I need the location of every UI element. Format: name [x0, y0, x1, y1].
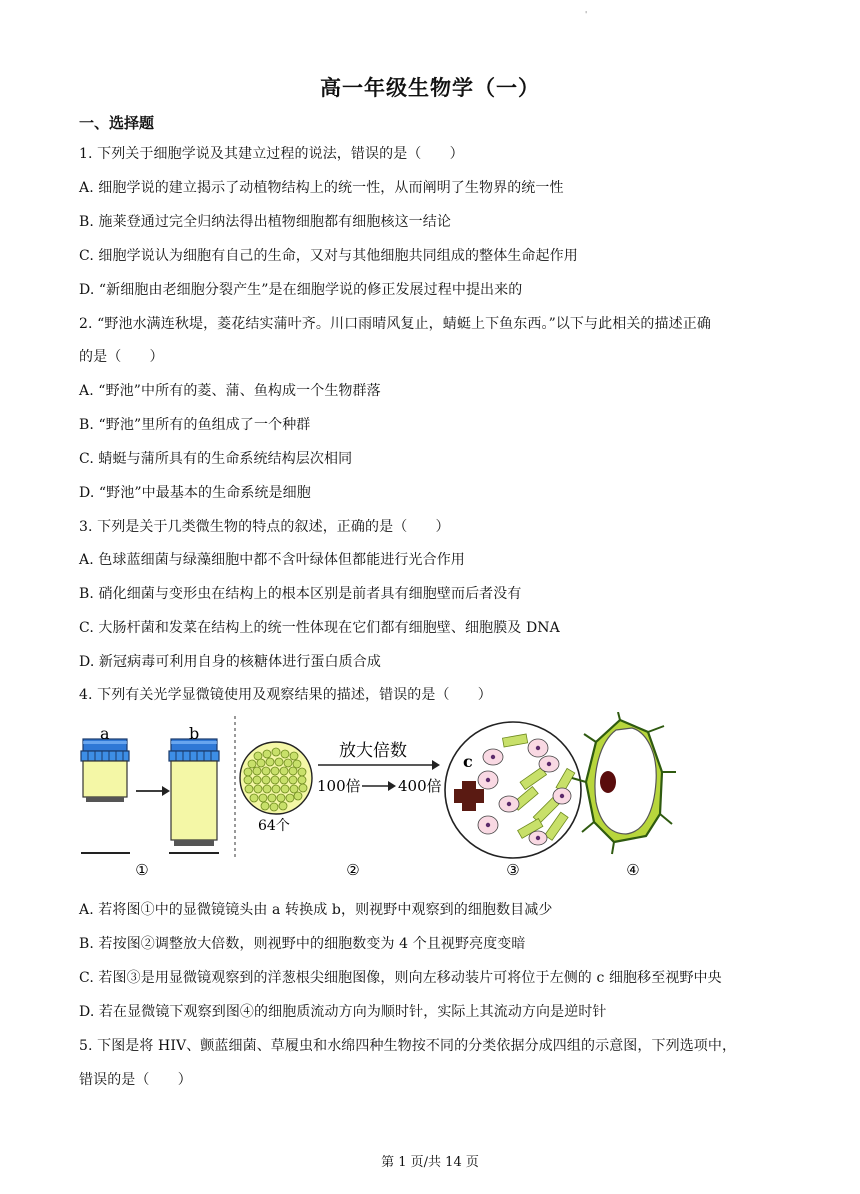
- question-1-option-c: C. 细胞学说认为细胞有自己的生命，又对与其他细胞共同组成的整体生命起作用: [79, 248, 578, 264]
- question-4-stem: 4. 下列有关光学显微镜使用及观察结果的描述，错误的是（ ）: [79, 687, 492, 703]
- panel-1-label: ①: [135, 861, 149, 879]
- plant-cell-icon: [572, 712, 676, 854]
- lens-b-label: b: [189, 724, 200, 743]
- objective-lens-a: [81, 739, 129, 802]
- question-3-option-d: D. 新冠病毒可利用自身的核糖体进行蛋白质合成: [79, 654, 381, 670]
- question-2-option-b: B. “野池”里所有的鱼组成了一个种群: [79, 417, 311, 433]
- page-title: 高一年级生物学（一）: [320, 75, 540, 100]
- arrow-icon: [362, 781, 396, 791]
- question-1-option-a: A. 细胞学说的建立揭示了动植物结构上的统一性，从而阐明了生物界的统一性: [79, 180, 564, 196]
- cell-c-label: c: [463, 752, 473, 771]
- zoom-from: 100倍: [317, 777, 361, 795]
- onion-root-tip-view: [445, 722, 581, 858]
- cell-count-label: 64个: [258, 818, 290, 834]
- lens-a-label: a: [100, 724, 110, 743]
- question-1-option-d: D. “新细胞由老细胞分裂产生”是在细胞学说的修正发展过程中提出来的: [79, 282, 523, 298]
- page-footer: 第 1 页/共 14 页: [381, 1155, 479, 1170]
- zoom-to: 400倍: [398, 777, 442, 795]
- arrow-icon: [318, 760, 440, 770]
- section-heading: 一、选择题: [79, 114, 155, 132]
- question-3-stem: 3. 下列是关于几类微生物的特点的叙述，正确的是（ ）: [79, 519, 450, 535]
- question-4-option-d: D. 若在显微镜下观察到图④的细胞质流动方向为顺时针，实际上其流动方向是逆时针: [79, 1004, 607, 1020]
- question-4-option-c: C. 若图③是用显微镜观察到的洋葱根尖细胞图像，则向左移动装片可将位于左侧的 c 细胞移至视野中央: [79, 970, 722, 986]
- question-2-option-d: D. “野池”中最基本的生命系统是细胞: [79, 485, 311, 501]
- question-4-option-b: B. 若按图②调整放大倍数，则视野中的细胞数变为 4 个且视野亮度变暗: [79, 936, 526, 952]
- question-3-option-c: C. 大肠杆菌和发菜在结构上的统一性体现在它们都有细胞壁、细胞膜及 DNA: [79, 620, 560, 636]
- panel-3-label: ③: [506, 861, 520, 879]
- question-5-stem: 5. 下图是将 HIV、颤蓝细菌、草履虫和水绵四种生物按不同的分类依据分成四组的示意图，下列选项中，: [79, 1038, 737, 1054]
- panel-4-label: ④: [626, 861, 640, 879]
- question-3-option-b: B. 硝化细菌与变形虫在结构上的根本区别是前者具有细胞壁而后者没有: [79, 586, 522, 602]
- question-2-option-a: A. “野池”中所有的菱、蒲、鱼构成一个生物群落: [79, 383, 381, 399]
- arrow-icon: [136, 786, 170, 796]
- question-5-stem-cont: 错误的是（ ）: [79, 1072, 192, 1088]
- question-1-option-b: B. 施莱登通过完全归纳法得出植物细胞都有细胞核这一结论: [79, 214, 451, 230]
- question-2-stem: 2. “野池水满连秋堤，菱花结实蒲叶齐。川口雨晴风复止，蜻蜓上下鱼东西。”以下与此相关的描述正确: [79, 316, 711, 332]
- panel-2-label: ②: [346, 861, 360, 879]
- microscope-figure: [72, 712, 692, 884]
- question-3-option-a: A. 色球蓝细菌与绿藻细胞中都不含叶绿体但都能进行光合作用: [79, 552, 465, 568]
- corner-mark: ': [585, 10, 588, 19]
- question-2-stem-cont: 的是（ ）: [79, 349, 164, 365]
- zoom-title: 放大倍数: [339, 741, 407, 761]
- question-2-option-c: C. 蜻蜓与蒲所具有的生命系统结构层次相同: [79, 451, 353, 467]
- question-1-stem: 1. 下列关于细胞学说及其建立过程的说法，错误的是（ ）: [79, 146, 464, 162]
- question-4-option-a: A. 若将图①中的显微镜镜头由 a 转换成 b，则视野中观察到的细胞数目减少: [79, 902, 553, 918]
- field-of-view-64-cells: [240, 742, 312, 814]
- objective-lens-b: [169, 739, 219, 846]
